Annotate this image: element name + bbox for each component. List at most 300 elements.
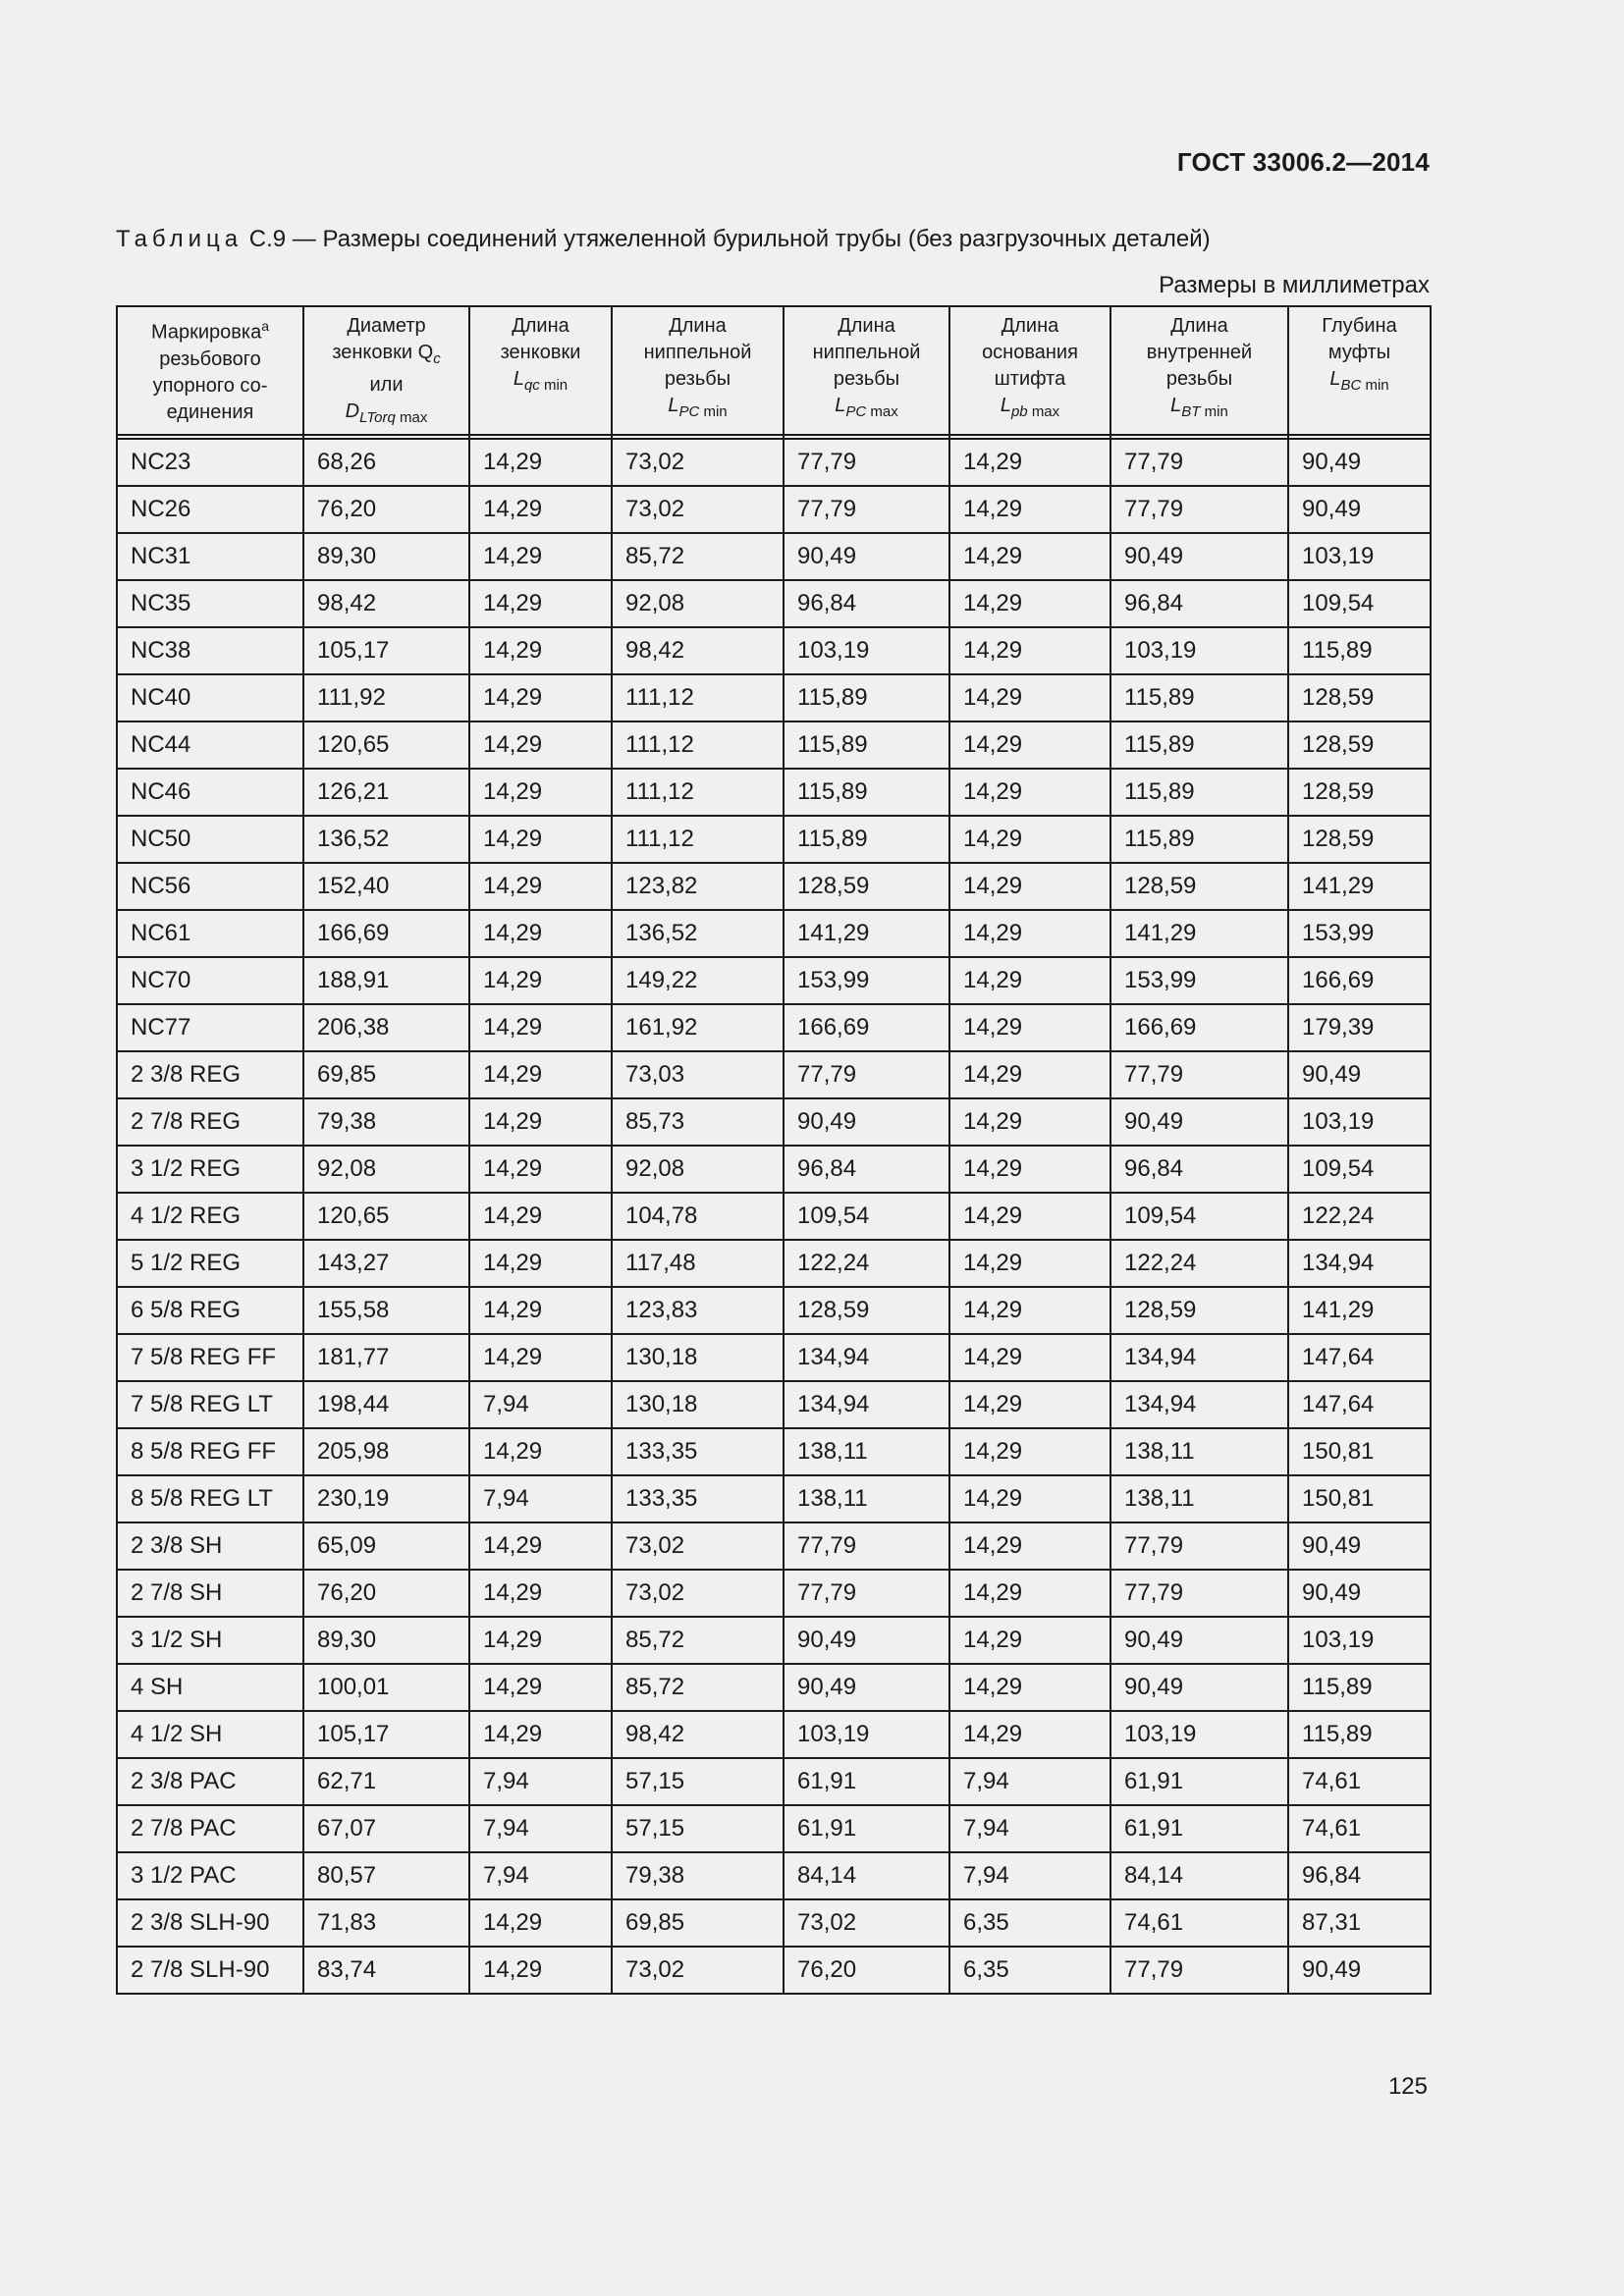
- table-cell: 96,84: [1110, 1146, 1288, 1193]
- table-cell: 181,77: [303, 1334, 469, 1381]
- table-cell: 77,79: [784, 439, 949, 486]
- table-row: [117, 1240, 1431, 1287]
- table-cell: 90,49: [1288, 439, 1431, 486]
- table-cell: 14,29: [469, 1664, 612, 1711]
- table-cell: 115,89: [1288, 1711, 1431, 1758]
- connection-designation-cell: 2 7/8 REG: [117, 1098, 303, 1146]
- table-cell: 74,61: [1110, 1899, 1288, 1947]
- table-cell: 153,99: [1110, 957, 1288, 1004]
- connection-designation-cell: 5 1/2 REG: [117, 1240, 303, 1287]
- connection-designation-cell: 2 3/8 SH: [117, 1522, 303, 1570]
- table-header-row: [117, 306, 1431, 435]
- table-cell: 111,12: [612, 721, 784, 769]
- table-cell: 122,24: [784, 1240, 949, 1287]
- table-cell: 14,29: [949, 439, 1110, 486]
- table-cell: 109,54: [1288, 1146, 1431, 1193]
- table-cell: 98,42: [303, 580, 469, 627]
- table-cell: 149,22: [612, 957, 784, 1004]
- table-cell: 206,38: [303, 1004, 469, 1051]
- table-cell: 14,29: [949, 957, 1110, 1004]
- table-cell: 84,14: [1110, 1852, 1288, 1899]
- table-cell: 136,52: [612, 910, 784, 957]
- table-cell: 68,26: [303, 439, 469, 486]
- table-row: [117, 1475, 1431, 1522]
- table-cell: 198,44: [303, 1381, 469, 1428]
- table-cell: 117,48: [612, 1240, 784, 1287]
- table-cell: 90,49: [1110, 1617, 1288, 1664]
- connection-designation-cell: 8 5/8 REG FF: [117, 1428, 303, 1475]
- table-cell: 141,29: [1110, 910, 1288, 957]
- table-cell: 103,19: [784, 1711, 949, 1758]
- table-cell: 77,79: [784, 1522, 949, 1570]
- table-cell: 96,84: [1110, 580, 1288, 627]
- table-row: [117, 1334, 1431, 1381]
- table-cell: 85,72: [612, 1617, 784, 1664]
- connection-designation-cell: NC70: [117, 957, 303, 1004]
- table-cell: 85,73: [612, 1098, 784, 1146]
- table-cell: 14,29: [949, 1004, 1110, 1051]
- table-cell: 179,39: [1288, 1004, 1431, 1051]
- table-cell: 115,89: [784, 721, 949, 769]
- table-cell: 155,58: [303, 1287, 469, 1334]
- table-cell: 103,19: [1288, 533, 1431, 580]
- caption-text: — Размеры соединений утяжеленной бурильной трубы (без разгрузочных деталей): [292, 226, 1211, 252]
- table-cell: 166,69: [1288, 957, 1431, 1004]
- table-cell: 14,29: [469, 1617, 612, 1664]
- table-cell: 14,29: [469, 674, 612, 721]
- table-cell: 98,42: [612, 1711, 784, 1758]
- table-cell: 90,49: [784, 1098, 949, 1146]
- connection-designation-cell: 7 5/8 REG LT: [117, 1381, 303, 1428]
- table-cell: 105,17: [303, 627, 469, 674]
- table-row: [117, 1758, 1431, 1805]
- table-cell: 109,54: [784, 1193, 949, 1240]
- table-cell: 77,79: [1110, 486, 1288, 533]
- column-header-counterbore-length: Длина зенковки $L_{qc min}$: [469, 306, 612, 435]
- connection-designation-cell: NC40: [117, 674, 303, 721]
- table-cell: 161,92: [612, 1004, 784, 1051]
- table-cell: 14,29: [949, 1664, 1110, 1711]
- table-cell: 14,29: [949, 1570, 1110, 1617]
- table-cell: 73,02: [612, 1522, 784, 1570]
- table-cell: 77,79: [1110, 1570, 1288, 1617]
- table-cell: 77,79: [784, 1051, 949, 1098]
- table-cell: 115,89: [1110, 816, 1288, 863]
- table-cell: 14,29: [469, 580, 612, 627]
- table-cell: 14,29: [949, 674, 1110, 721]
- table-row: [117, 1193, 1431, 1240]
- table-cell: 14,29: [469, 816, 612, 863]
- connection-designation-cell: NC31: [117, 533, 303, 580]
- table-cell: 14,29: [469, 1522, 612, 1570]
- table-cell: 14,29: [949, 627, 1110, 674]
- column-header-pin-thread-length-min: Длина ниппельной резьбы $L_{PC min}$: [612, 306, 784, 435]
- table-cell: 69,85: [303, 1051, 469, 1098]
- table-cell: 7,94: [949, 1852, 1110, 1899]
- table-cell: 134,94: [1110, 1334, 1288, 1381]
- table-cell: 57,15: [612, 1758, 784, 1805]
- table-cell: 80,57: [303, 1852, 469, 1899]
- table-cell: 14,29: [469, 1051, 612, 1098]
- table-cell: 115,89: [1288, 1664, 1431, 1711]
- table-cell: 134,94: [1110, 1381, 1288, 1428]
- table-cell: 153,99: [784, 957, 949, 1004]
- table-cell: 14,29: [949, 1381, 1110, 1428]
- table-cell: 14,29: [469, 1146, 612, 1193]
- table-row: [117, 1004, 1431, 1051]
- table-row: [117, 1146, 1431, 1193]
- connection-designation-cell: 4 1/2 SH: [117, 1711, 303, 1758]
- table-cell: 14,29: [949, 1475, 1110, 1522]
- table-row: [117, 1947, 1431, 1994]
- caption-number: C.9: [248, 226, 287, 252]
- table-cell: 90,49: [1110, 1664, 1288, 1711]
- table-cell: 115,89: [1110, 674, 1288, 721]
- connection-designation-cell: 4 SH: [117, 1664, 303, 1711]
- connection-designation-cell: 2 3/8 PAC: [117, 1758, 303, 1805]
- table-cell: 74,61: [1288, 1758, 1431, 1805]
- table-cell: 77,79: [784, 486, 949, 533]
- table-cell: 14,29: [949, 1287, 1110, 1334]
- table-cell: 76,20: [303, 1570, 469, 1617]
- table-row: [117, 957, 1431, 1004]
- table-row: [117, 1899, 1431, 1947]
- table-cell: 14,29: [949, 769, 1110, 816]
- table-cell: 92,08: [612, 580, 784, 627]
- table-cell: 90,49: [784, 533, 949, 580]
- table-cell: 14,29: [949, 486, 1110, 533]
- table-cell: 67,07: [303, 1805, 469, 1852]
- table-cell: 73,02: [612, 1570, 784, 1617]
- table-cell: 14,29: [949, 580, 1110, 627]
- table-cell: 61,91: [1110, 1758, 1288, 1805]
- table-caption: [116, 226, 1211, 253]
- table-cell: 134,94: [784, 1334, 949, 1381]
- connection-designation-cell: 6 5/8 REG: [117, 1287, 303, 1334]
- table-cell: 14,29: [949, 1334, 1110, 1381]
- table-cell: 136,52: [303, 816, 469, 863]
- page-number: 125: [1387, 2073, 1428, 2100]
- connection-designation-cell: 3 1/2 PAC: [117, 1852, 303, 1899]
- table-cell: 14,29: [949, 1711, 1110, 1758]
- table-cell: 14,29: [469, 769, 612, 816]
- table-row: [117, 627, 1431, 674]
- column-header-box-thread-length: Длина внутренней резьбы $L_{BT min}$: [1110, 306, 1288, 435]
- table-row: [117, 863, 1431, 910]
- table-cell: 65,09: [303, 1522, 469, 1570]
- table-cell: 103,19: [1288, 1617, 1431, 1664]
- table-cell: 126,21: [303, 769, 469, 816]
- table-cell: 7,94: [469, 1475, 612, 1522]
- table-cell: 79,38: [612, 1852, 784, 1899]
- table-cell: 14,29: [469, 1240, 612, 1287]
- table-cell: 7,94: [949, 1758, 1110, 1805]
- table-row: [117, 1428, 1431, 1475]
- table-cell: 133,35: [612, 1475, 784, 1522]
- connection-designation-cell: 7 5/8 REG FF: [117, 1334, 303, 1381]
- table-cell: 138,11: [1110, 1428, 1288, 1475]
- table-cell: 14,29: [469, 1428, 612, 1475]
- table-cell: 14,29: [949, 1428, 1110, 1475]
- table-row: [117, 580, 1431, 627]
- document-code: ГОСТ 33006.2—2014: [1176, 147, 1430, 177]
- table-cell: 122,24: [1110, 1240, 1288, 1287]
- connection-designation-cell: NC56: [117, 863, 303, 910]
- table-cell: 71,83: [303, 1899, 469, 1947]
- table-cell: 77,79: [1110, 439, 1288, 486]
- table-cell: 14,29: [469, 1570, 612, 1617]
- table-row: [117, 439, 1431, 486]
- table-cell: 115,89: [784, 674, 949, 721]
- table-cell: 74,61: [1288, 1805, 1431, 1852]
- table-cell: 83,74: [303, 1947, 469, 1994]
- table-cell: 14,29: [469, 1711, 612, 1758]
- table-cell: 98,42: [612, 627, 784, 674]
- table-cell: 61,91: [1110, 1805, 1288, 1852]
- table-cell: 14,29: [949, 1522, 1110, 1570]
- table-cell: 73,02: [612, 1947, 784, 1994]
- table-cell: 150,81: [1288, 1475, 1431, 1522]
- table-cell: 14,29: [949, 533, 1110, 580]
- table-cell: 111,12: [612, 769, 784, 816]
- table-cell: 73,02: [612, 486, 784, 533]
- connection-designation-cell: NC46: [117, 769, 303, 816]
- table-cell: 205,98: [303, 1428, 469, 1475]
- column-header-pin-base-length: Длина основания штифта $L_{pb max}$: [949, 306, 1110, 435]
- table-cell: 109,54: [1288, 580, 1431, 627]
- table-cell: 77,79: [784, 1570, 949, 1617]
- table-cell: 92,08: [612, 1146, 784, 1193]
- table-cell: 73,02: [612, 439, 784, 486]
- table-cell: 89,30: [303, 533, 469, 580]
- connection-designation-cell: NC61: [117, 910, 303, 957]
- table-cell: 77,79: [1110, 1051, 1288, 1098]
- table-cell: 115,89: [1288, 627, 1431, 674]
- table-cell: 120,65: [303, 721, 469, 769]
- table-cell: 76,20: [784, 1947, 949, 1994]
- table-cell: 14,29: [469, 957, 612, 1004]
- table-row: [117, 1570, 1431, 1617]
- table-cell: 14,29: [469, 863, 612, 910]
- table-cell: 123,82: [612, 863, 784, 910]
- table-cell: 141,29: [1288, 863, 1431, 910]
- table-cell: 115,89: [1110, 769, 1288, 816]
- table-cell: 128,59: [1288, 769, 1431, 816]
- table-cell: 150,81: [1288, 1428, 1431, 1475]
- table-cell: 109,54: [1110, 1193, 1288, 1240]
- table-cell: 90,49: [1110, 1098, 1288, 1146]
- connection-designation-cell: 3 1/2 REG: [117, 1146, 303, 1193]
- table-cell: 90,49: [1288, 1522, 1431, 1570]
- table-row: [117, 1664, 1431, 1711]
- table-cell: 85,72: [612, 533, 784, 580]
- table-cell: 73,02: [784, 1899, 949, 1947]
- table-cell: 90,49: [784, 1617, 949, 1664]
- connection-designation-cell: 4 1/2 REG: [117, 1193, 303, 1240]
- table-cell: 77,79: [1110, 1522, 1288, 1570]
- connection-designation-cell: 2 7/8 PAC: [117, 1805, 303, 1852]
- connection-designation-cell: 2 3/8 REG: [117, 1051, 303, 1098]
- table-cell: 14,29: [469, 1899, 612, 1947]
- table-cell: 85,72: [612, 1664, 784, 1711]
- table-cell: 103,19: [1110, 1711, 1288, 1758]
- table-cell: 14,29: [949, 1240, 1110, 1287]
- table-cell: 130,18: [612, 1334, 784, 1381]
- table-cell: 90,49: [784, 1664, 949, 1711]
- table-cell: 115,89: [1110, 721, 1288, 769]
- table-cell: 89,30: [303, 1617, 469, 1664]
- table-cell: 92,08: [303, 1146, 469, 1193]
- table-cell: 103,19: [1110, 627, 1288, 674]
- table-cell: 122,24: [1288, 1193, 1431, 1240]
- table-cell: 128,59: [784, 863, 949, 910]
- table-row: [117, 1051, 1431, 1098]
- table-cell: 143,27: [303, 1240, 469, 1287]
- table-cell: 6,35: [949, 1947, 1110, 1994]
- table-row: [117, 1805, 1431, 1852]
- connection-designation-cell: NC23: [117, 439, 303, 486]
- table-cell: 79,38: [303, 1098, 469, 1146]
- table-cell: 14,29: [949, 1193, 1110, 1240]
- connection-designation-cell: NC77: [117, 1004, 303, 1051]
- table-cell: 230,19: [303, 1475, 469, 1522]
- column-header-pin-thread-length-max: Длина ниппельной резьбы $L_{PC max}$: [784, 306, 949, 435]
- connection-designation-cell: NC50: [117, 816, 303, 863]
- table-row: [117, 1381, 1431, 1428]
- table-cell: 103,19: [784, 627, 949, 674]
- table-cell: 134,94: [784, 1381, 949, 1428]
- dimensions-table: [116, 305, 1432, 1995]
- table-cell: 141,29: [784, 910, 949, 957]
- table-row: [117, 769, 1431, 816]
- table-cell: 111,12: [612, 816, 784, 863]
- table-cell: 90,49: [1110, 533, 1288, 580]
- table-cell: 90,49: [1288, 1051, 1431, 1098]
- table-row: [117, 1617, 1431, 1664]
- table-row: [117, 1852, 1431, 1899]
- connection-designation-cell: 3 1/2 SH: [117, 1617, 303, 1664]
- connection-designation-cell: NC26: [117, 486, 303, 533]
- table-cell: 120,65: [303, 1193, 469, 1240]
- table-cell: 73,03: [612, 1051, 784, 1098]
- table-row: [117, 910, 1431, 957]
- table-cell: 96,84: [1288, 1852, 1431, 1899]
- table-cell: 128,59: [1288, 674, 1431, 721]
- table-cell: 166,69: [784, 1004, 949, 1051]
- table-cell: 133,35: [612, 1428, 784, 1475]
- units-note: Размеры в миллиметрах: [1159, 272, 1430, 298]
- table-cell: 105,17: [303, 1711, 469, 1758]
- table-cell: 76,20: [303, 486, 469, 533]
- table-cell: 14,29: [949, 1051, 1110, 1098]
- table-row: [117, 533, 1431, 580]
- table-cell: 14,29: [469, 1193, 612, 1240]
- connection-designation-cell: 2 7/8 SH: [117, 1570, 303, 1617]
- table-cell: 14,29: [949, 1146, 1110, 1193]
- table-cell: 6,35: [949, 1899, 1110, 1947]
- table-cell: 128,59: [1288, 721, 1431, 769]
- table-row: [117, 1711, 1431, 1758]
- connection-designation-cell: 2 7/8 SLH-90: [117, 1947, 303, 1994]
- table-cell: 14,29: [469, 910, 612, 957]
- table-cell: 153,99: [1288, 910, 1431, 957]
- table-cell: 61,91: [784, 1805, 949, 1852]
- table-cell: 14,29: [469, 1004, 612, 1051]
- table-cell: 90,49: [1288, 1947, 1431, 1994]
- table-cell: 62,71: [303, 1758, 469, 1805]
- table-row: [117, 721, 1431, 769]
- table-cell: 138,11: [784, 1428, 949, 1475]
- table-cell: 128,59: [1288, 816, 1431, 863]
- table-row: [117, 1287, 1431, 1334]
- table-cell: 166,69: [1110, 1004, 1288, 1051]
- table-cell: 134,94: [1288, 1240, 1431, 1287]
- table-cell: 77,79: [1110, 1947, 1288, 1994]
- table-cell: 14,29: [469, 721, 612, 769]
- connection-designation-cell: NC38: [117, 627, 303, 674]
- table-cell: 7,94: [469, 1381, 612, 1428]
- table-cell: 14,29: [949, 721, 1110, 769]
- table-cell: 14,29: [469, 1947, 612, 1994]
- table-row: [117, 1098, 1431, 1146]
- table-row: [117, 674, 1431, 721]
- table-cell: 14,29: [949, 1617, 1110, 1664]
- table-cell: 7,94: [949, 1805, 1110, 1852]
- table-row: [117, 816, 1431, 863]
- table-cell: 57,15: [612, 1805, 784, 1852]
- table-cell: 130,18: [612, 1381, 784, 1428]
- table-cell: 128,59: [1110, 1287, 1288, 1334]
- table-cell: 166,69: [303, 910, 469, 957]
- table-cell: 138,11: [784, 1475, 949, 1522]
- table-cell: 115,89: [784, 769, 949, 816]
- table-cell: 84,14: [784, 1852, 949, 1899]
- table-cell: 103,19: [1288, 1098, 1431, 1146]
- table-body: [117, 439, 1431, 1994]
- table-cell: 141,29: [1288, 1287, 1431, 1334]
- connection-designation-cell: 2 3/8 SLH-90: [117, 1899, 303, 1947]
- table-cell: 100,01: [303, 1664, 469, 1711]
- table-cell: 147,64: [1288, 1381, 1431, 1428]
- table-cell: 69,85: [612, 1899, 784, 1947]
- table-cell: 14,29: [469, 1098, 612, 1146]
- table-cell: 14,29: [469, 439, 612, 486]
- table-cell: 61,91: [784, 1758, 949, 1805]
- table-cell: 14,29: [949, 863, 1110, 910]
- table-cell: 104,78: [612, 1193, 784, 1240]
- table-cell: 96,84: [784, 580, 949, 627]
- table-cell: 14,29: [949, 910, 1110, 957]
- column-header-box-depth: Глубина муфты $L_{BC min}$: [1288, 306, 1431, 435]
- table-cell: 128,59: [1110, 863, 1288, 910]
- table-cell: 14,29: [469, 1287, 612, 1334]
- column-header-counterbore-diameter: Диаметр зенковки $Q_c$ или $D_{LTorq max}$: [303, 306, 469, 435]
- table-cell: 7,94: [469, 1805, 612, 1852]
- table-cell: 111,92: [303, 674, 469, 721]
- table-row: [117, 1522, 1431, 1570]
- connection-designation-cell: 8 5/8 REG LT: [117, 1475, 303, 1522]
- table-cell: 147,64: [1288, 1334, 1431, 1381]
- column-header-designation: Маркировка$^a$ резьбового упорного со- единения: [117, 306, 303, 435]
- table-cell: 128,59: [784, 1287, 949, 1334]
- table-cell: 115,89: [784, 816, 949, 863]
- connection-designation-cell: NC35: [117, 580, 303, 627]
- table-cell: 188,91: [303, 957, 469, 1004]
- connection-designation-cell: NC44: [117, 721, 303, 769]
- table-cell: 90,49: [1288, 1570, 1431, 1617]
- table-cell: 7,94: [469, 1852, 612, 1899]
- table-cell: 14,29: [469, 627, 612, 674]
